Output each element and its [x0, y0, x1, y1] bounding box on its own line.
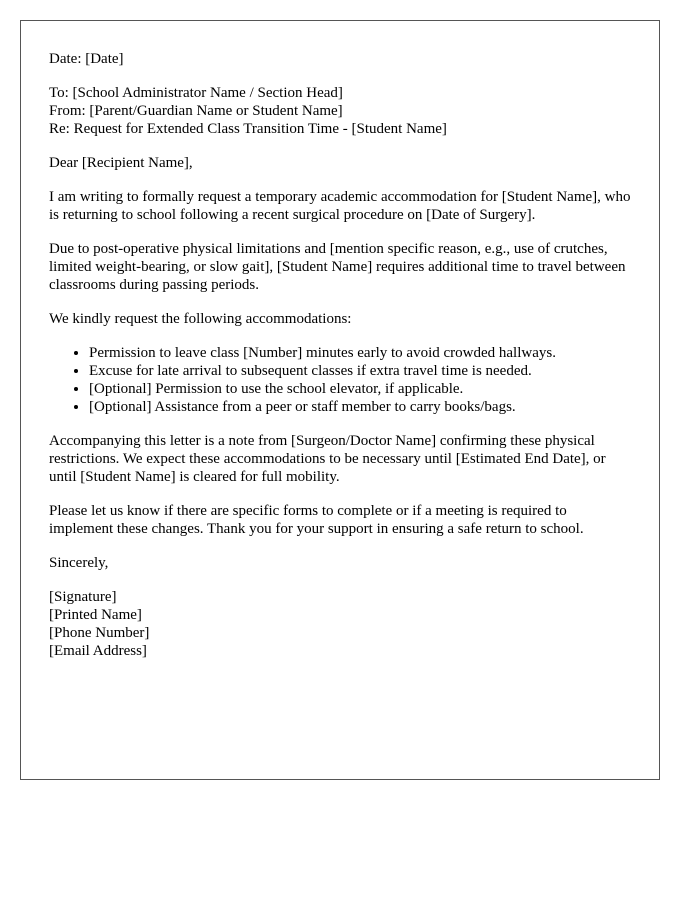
printed-name-line: [Printed Name] [49, 607, 142, 623]
list-item: • Permission to leave class [Number] minutes early to avoid crowded hallways. [89, 344, 631, 362]
signature-line: [Signature] [49, 589, 117, 605]
accommodations-list [49, 344, 631, 416]
address-block [49, 84, 631, 138]
salutation: Dear [Recipient Name], [49, 155, 193, 171]
paragraph-request: We kindly request the following accommodations: [49, 311, 352, 327]
closing: Sincerely, [49, 555, 109, 571]
phone-number-line: [Phone Number] [49, 625, 150, 641]
email-address-line: [Email Address] [49, 643, 147, 659]
to-line: To: [School Administrator Name / Section Head] [49, 85, 343, 101]
paragraph-limitations: Due to post-operative physical limitations and [mention specific reason, e.g., use of crutches, limited weight-bearing, or slow gait], [Student Name] requires additional time to travel between classrooms during passing periods. [49, 241, 626, 293]
date-line: Date: [Date] [49, 51, 124, 67]
re-line: Re: Request for Extended Class Transition Time - [Student Name] [49, 121, 447, 137]
list-item: • [Optional] Permission to use the school elevator, if applicable. [89, 380, 631, 398]
paragraph-doctor-note: Accompanying this letter is a note from [Surgeon/Doctor Name] confirming these physical restrictions. We expect these accommodations to be necessary until [Estimated End Date], or until [Student Name] is cleared for full mobility. [49, 433, 606, 485]
from-line: From: [Parent/Guardian Name or Student Name] [49, 103, 343, 119]
letter-page [20, 20, 660, 780]
list-item: • Excuse for late arrival to subsequent classes if extra travel time is needed. [89, 362, 631, 380]
list-item: • [Optional] Assistance from a peer or staff member to carry books/bags. [89, 398, 631, 416]
paragraph-intro: I am writing to formally request a temporary academic accommodation for [Student Name], who is returning to school following a recent surgical procedure on [Date of Surgery]. [49, 189, 631, 223]
paragraph-next-steps: Please let us know if there are specific forms to complete or if a meeting is required to implement these changes. Thank you for your support in ensuring a safe return to school. [49, 503, 584, 537]
signature-block [49, 588, 631, 660]
